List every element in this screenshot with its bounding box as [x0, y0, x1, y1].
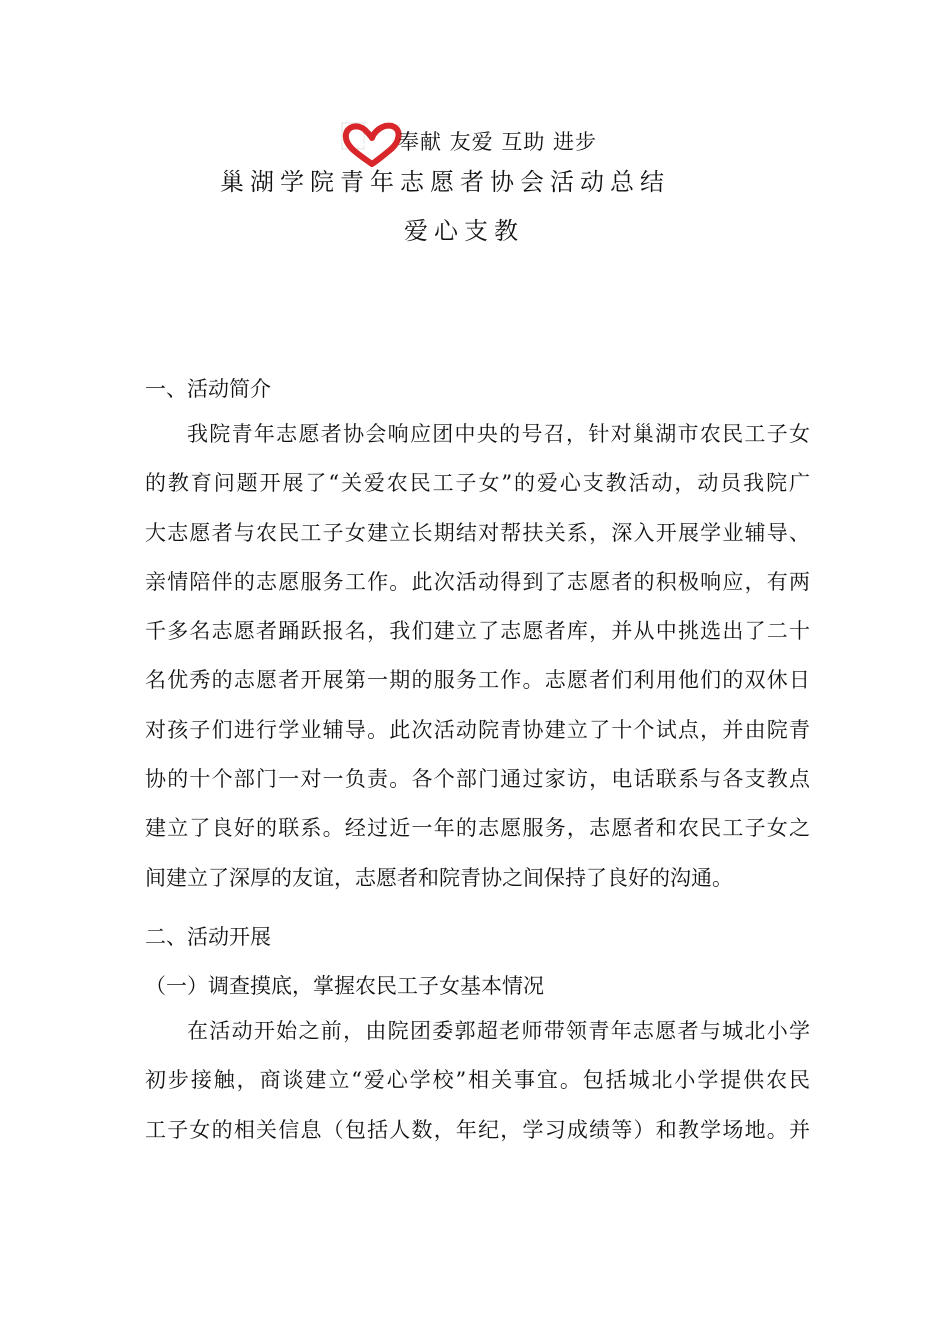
paragraph-line: 间建立了深厚的友谊，志愿者和院青协之间保持了良好的沟通。	[145, 865, 733, 890]
paragraph-line: 初步接触，商谈建立“爱心学校”相关事宜。包括城北小学提供农民	[145, 1068, 810, 1093]
document-title: 巢湖学院青年志愿者协会活动总结	[220, 168, 670, 196]
section-heading-intro: 一、活动简介	[145, 377, 271, 401]
paragraph-line: 的教育问题开展了“关爱农民工子女”的爱心支教活动，动员我院广	[145, 471, 810, 496]
paragraph-line: 亲情陪伴的志愿服务工作。此次活动得到了志愿者的积极响应，有两	[145, 569, 810, 594]
paragraph-line: 对孩子们进行学业辅导。此次活动院青协建立了十个试点，并由院青	[145, 717, 810, 742]
paragraph-line: 我院青年志愿者协会响应团中央的号召，针对巢湖市农民工子女	[187, 422, 810, 446]
subsection-heading-survey: （一）调查摸底，掌握农民工子女基本情况	[145, 974, 544, 998]
paragraph-line: 大志愿者与农民工子女建立长期结对帮扶关系，深入开展学业辅导、	[145, 520, 810, 545]
section-heading-activities: 二、活动开展	[145, 925, 271, 949]
paragraph-line: 工子女的相关信息（包括人数，年纪，学习成绩等）和教学场地。并	[145, 1117, 810, 1142]
paragraph-line: 名优秀的志愿者开展第一期的服务工作。志愿者们利用他们的双休日	[145, 668, 810, 693]
paragraph-line: 在活动开始之前，由院团委郭超老师带领青年志愿者与城北小学	[187, 1019, 810, 1043]
heart-hands-icon	[340, 120, 404, 168]
motto: 奉献 友爱 互助 进步	[398, 130, 598, 154]
paragraph-line: 建立了良好的联系。经过近一年的志愿服务，志愿者和农民工子女之	[145, 816, 810, 841]
paragraph-line: 千多名志愿者踊跃报名，我们建立了志愿者库，并从中挑选出了二十	[145, 619, 810, 644]
survey-paragraph	[145, 1007, 810, 1155]
paragraph-line: 协的十个部门一对一负责。各个部门通过家访，电话联系与各支教点	[145, 767, 810, 792]
intro-paragraph	[145, 410, 810, 903]
document-subtitle: 爱心支教	[404, 217, 524, 245]
